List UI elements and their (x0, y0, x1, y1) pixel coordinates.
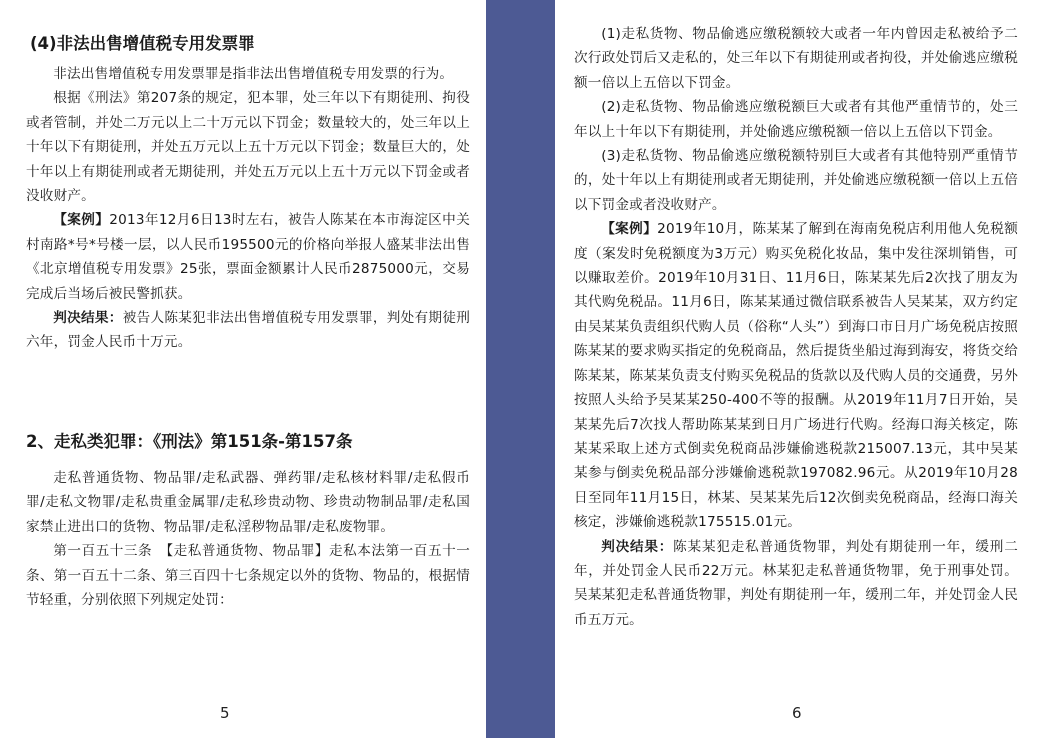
verdict-label: 判决结果： (53, 310, 123, 327)
paragraph: (1)走私货物、物品偷逃应缴税额较大或者一年内曾因走私被给予二次行政处罚后又走私的，处三年以下有期徒刑或者拘役，并处偷逃应缴税额一倍以上五倍以下罚金。 (574, 26, 1018, 91)
case-label: 【案例】 (53, 212, 110, 229)
paragraph: (2)走私货物、物品偷逃应缴税额巨大或者有其他严重情节的，处三年以上十年以下有期徒刑，并处偷逃应缴税额一倍以上五倍以下罚金。 (574, 99, 1018, 140)
verdict-text: 被告人陈某犯非法出售增值税专用发票罪，判处有期徒刑六年，罚金人民币十万元。 (26, 310, 471, 351)
paragraph: 根据《刑法》第207条的规定，犯本罪，处三年以下有期徒刑、拘役或者管制，并处二万元以上二十万元以下罚金；数量较大的，处三年以上十年以下有期徒刑，并处五万元以上五十万元以下罚金；数量巨大的，处十年以上有期徒刑或者无期徒刑，并处五万元以上五十万元以下罚金或者没收财产。 (26, 90, 470, 205)
verdict-text: 陈某某犯走私普通货物罪，判处有期徒刑一年，缓刑二年，并处罚金人民币22万元。林某犯走私普通货物罪，免于刑事处罚。吴某某犯走私普通货物罪，判处有期徒刑一年，缓刑二年，并处罚金人民币五万元。 (574, 538, 1018, 628)
case-text: 2019年10月，陈某某了解到在海南免税店利用他人免税额度（案发时免税额度为3万元）购买免税化妆品，集中发往深圳销售，可以赚取差价。2019年10月31日、11月6日，陈某某先后2次找了朋友为其代购免税品。11月6日，陈某某通过微信联系被告人吴某某，双方约定由吴某某负责组织代购人员（俗称“人头”）到海口市日月广场免税店按照陈某某的要求购买指定的免税商品，然后提货坐船过海到海安，将货交给陈某某，陈某某负责支付购买免税品的货款以及代购人员的交通费，另外按照人头给予吴某某250-400不等的报酬。从2019年11月7日开始，吴某某先后7次找人帮助陈某某到日月广场进行代购。经海口海关核定，陈某某采取上述方式倒卖免税商品涉嫌偷逃税款215007.13元，其中吴某某参与倒卖免税品部分涉嫌偷逃税款197082.96元。从2019年10月28日至同年11月15日，林某、吴某某先后12次倒卖免税商品，经海口海关核定，涉嫌偷逃税款175515.01元。 (574, 221, 1018, 531)
paragraph: 走私普通货物、物品罪/走私武器、弹药罪/走私核材料罪/走私假币罪/走私文物罪/走私贵重金属罪/走私珍贵动物、珍贵动物制品罪/走私国家禁止进出口的货物、物品罪/走私淫秽物品罪/走私废物罪。 (26, 470, 470, 535)
page-number-left: 5 (220, 704, 230, 722)
paragraph: (3)走私货物、物品偷逃应缴税额特别巨大或者有其他特别严重情节的，处十年以上有期徒刑或者无期徒刑，并处偷逃应缴税额一倍以上五倍以下罚金或者没收财产。 (574, 148, 1018, 213)
chapter-title: 2、走私类犯罪：《刑法》第151条-第157条 (26, 432, 353, 451)
article-paragraph: 第一百五十三条 【走私普通货物、物品罪】走私本法第一百五十一条、第一百五十二条、第三百四十七条规定以外的货物、物品的，根据情节轻重，分别依照下列规定处罚： (26, 543, 470, 609)
chapter-body-text (26, 466, 470, 612)
case-text: 2013年12月6日13时左右，被告人陈某在本市海淀区中关村南路*号*号楼一层，以人民币195500元的价格向举报人盛某非法出售《北京增值税专用发票》25张，票面金额累计人民币2875000元，交易完成后当场后被民警抓获。 (26, 212, 470, 302)
verdict-paragraph (574, 535, 1018, 633)
case-paragraph (26, 208, 470, 306)
case-paragraph (574, 217, 1018, 534)
section-title: (4)非法出售增值税专用发票罪 (30, 34, 255, 53)
page-number-right: 6 (792, 704, 802, 722)
left-body-text (26, 62, 470, 355)
case-label: 【案例】 (601, 221, 658, 238)
paragraph: 非法出售增值税专用发票罪是指非法出售增值税专用发票的行为。 (53, 66, 454, 82)
right-body-text (574, 22, 1018, 632)
book-spine (486, 0, 555, 738)
verdict-label: 判决结果： (601, 538, 674, 555)
verdict-paragraph (26, 306, 470, 355)
